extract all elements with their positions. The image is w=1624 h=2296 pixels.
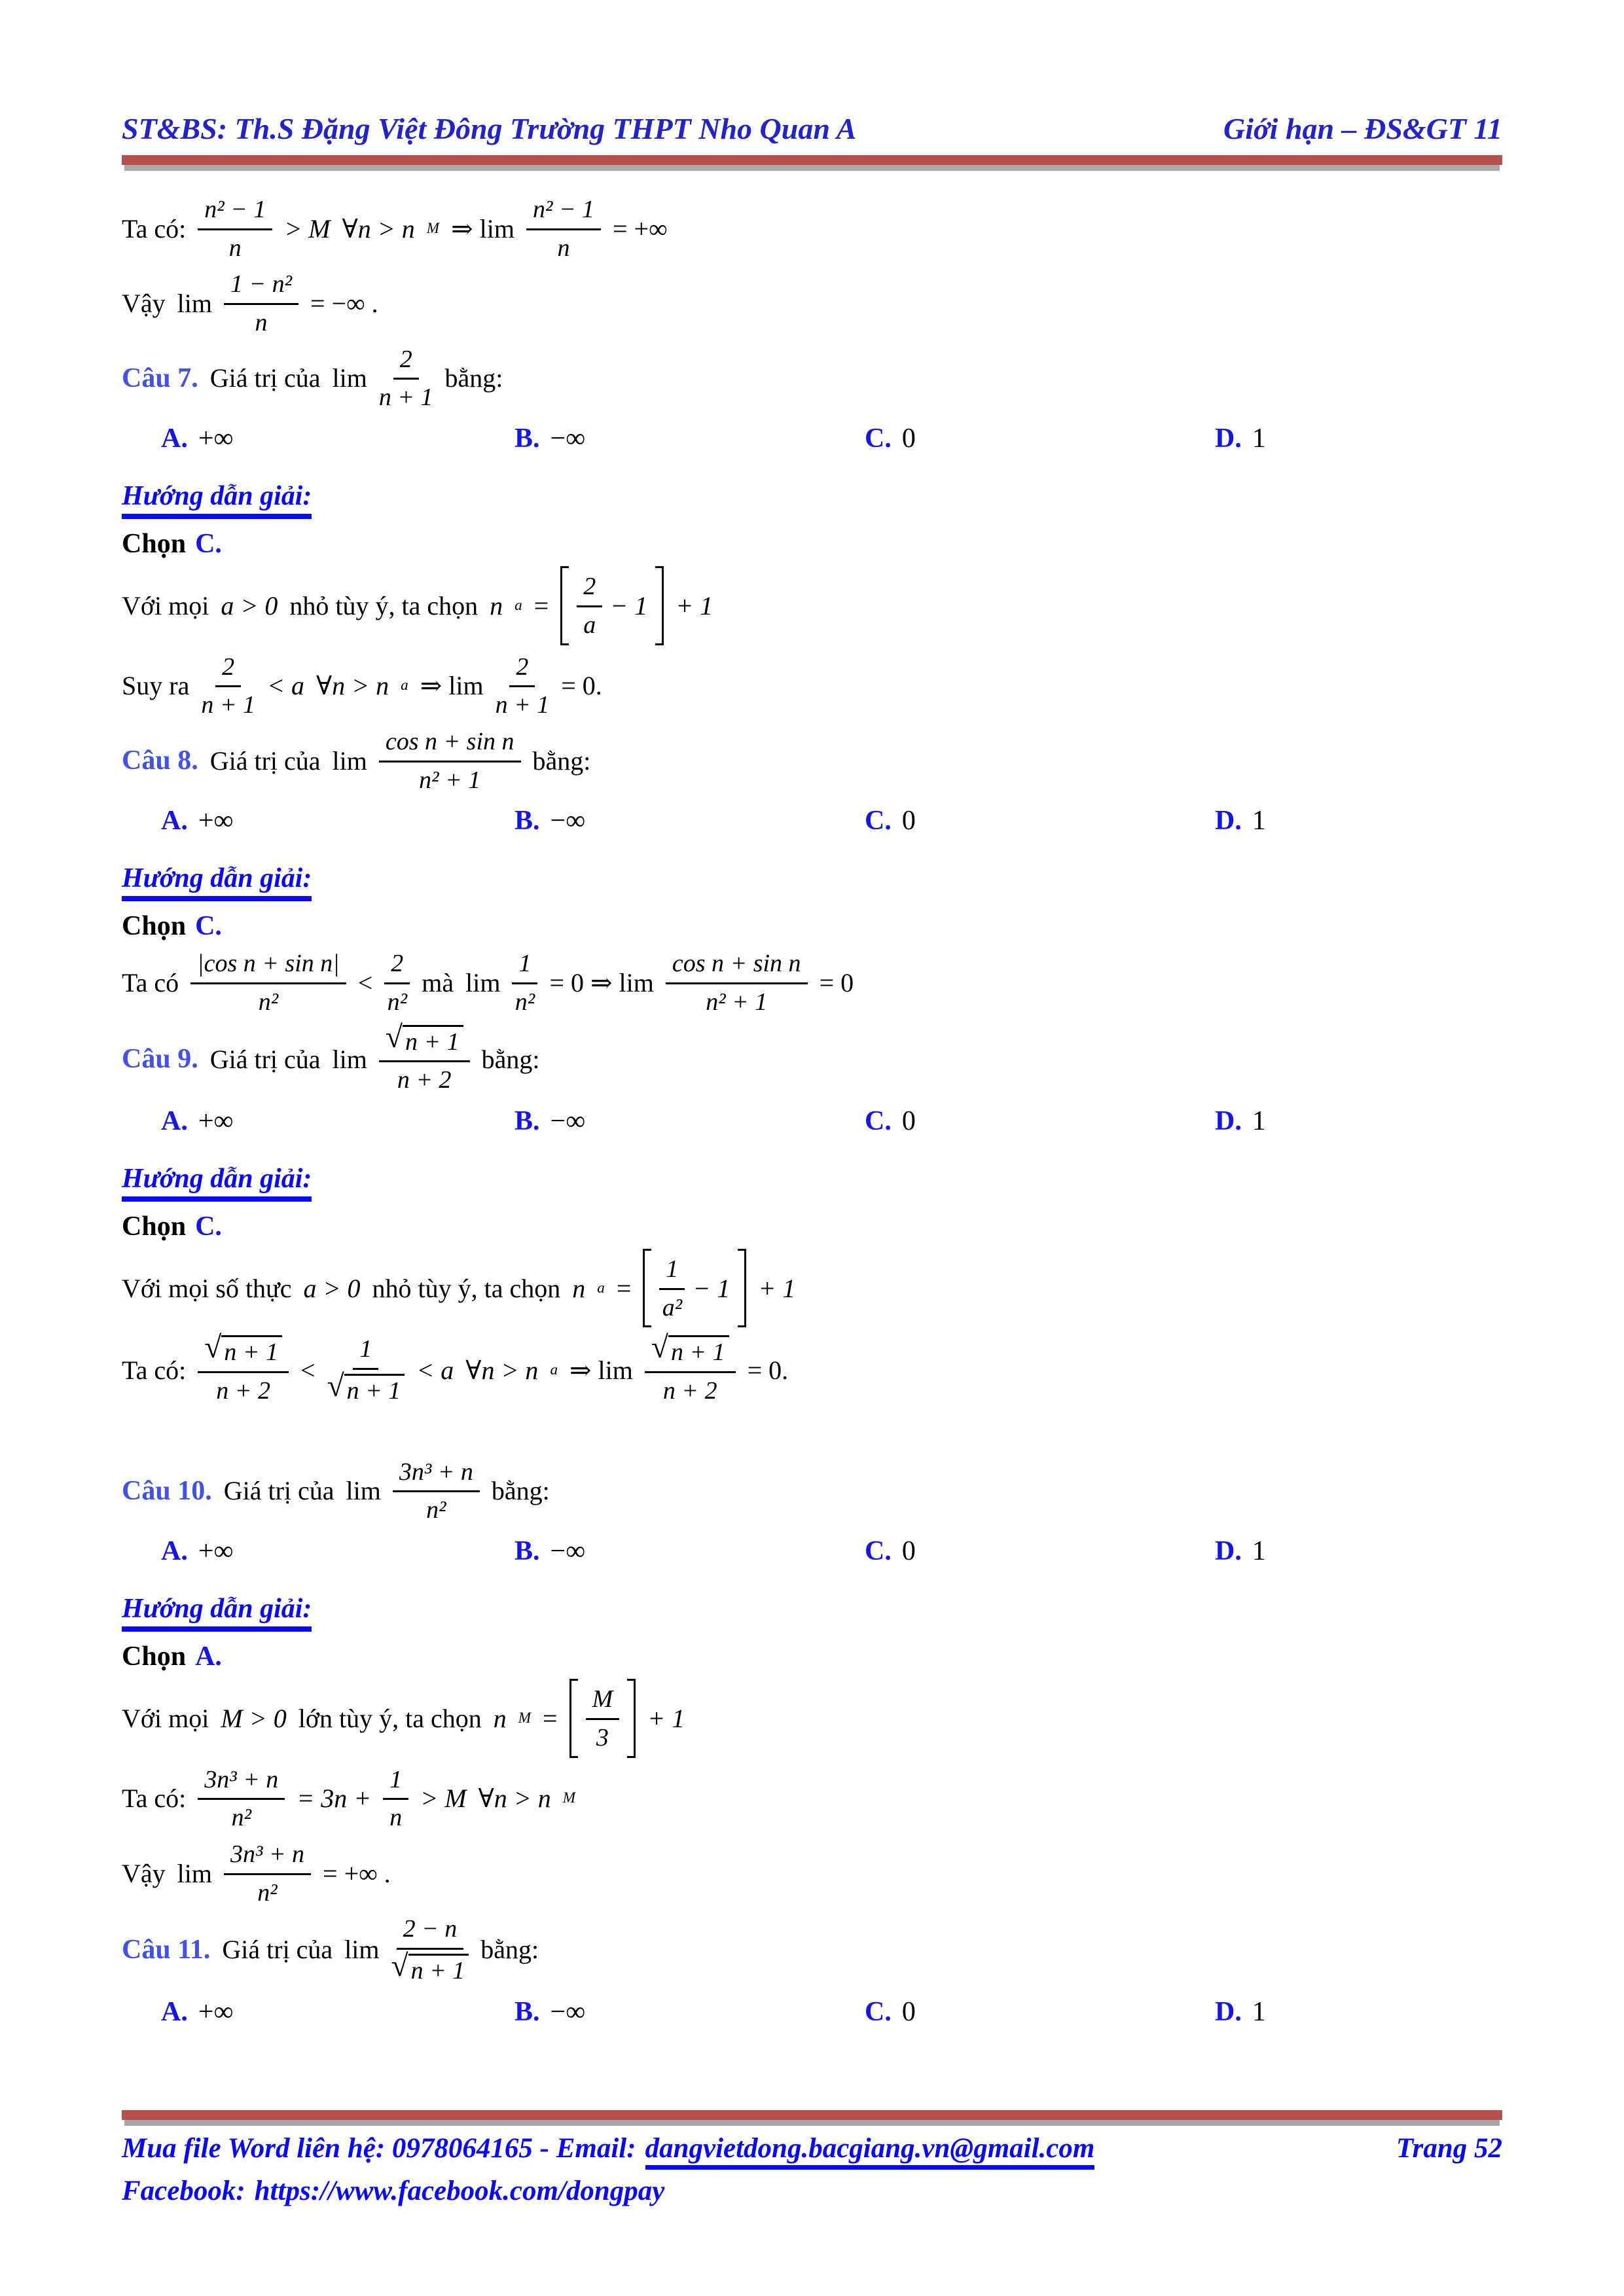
- math-text: = +∞ .: [323, 1858, 391, 1888]
- math-text: − 1: [693, 1273, 731, 1303]
- numerator: 1: [383, 1765, 408, 1801]
- math-text: Ta có:: [122, 1784, 187, 1814]
- math-text: + 1: [676, 590, 713, 620]
- numerator: 2: [509, 652, 535, 688]
- fraction: [645, 1331, 736, 1405]
- math-var: n: [493, 1703, 507, 1733]
- denominator: n + 1: [495, 691, 550, 719]
- option-letter: C.: [865, 423, 892, 454]
- option-C: [865, 423, 916, 454]
- math-text: Ta có: [122, 967, 179, 997]
- option-letter: A.: [161, 806, 188, 836]
- denominator: n²: [387, 988, 407, 1016]
- question-11: [122, 1914, 1502, 2039]
- question-lead: Giá trị của: [209, 1044, 321, 1074]
- question-8: [122, 726, 1502, 1017]
- numerator: 1: [353, 1334, 378, 1370]
- denominator: n²: [514, 988, 535, 1016]
- numerator: 2 − n: [397, 1914, 464, 1950]
- option-B: [514, 1105, 585, 1137]
- math-text: ⇒ lim: [451, 213, 514, 243]
- radicand: n + 1: [403, 1025, 463, 1057]
- math-text: lim: [177, 289, 212, 319]
- option-letter: B.: [514, 806, 540, 836]
- math-text: Với mọi số thực: [122, 1273, 292, 1303]
- option-value: 1: [1252, 1996, 1266, 2027]
- math-text: =: [616, 1273, 632, 1303]
- denominator: n² + 1: [706, 988, 768, 1016]
- denominator: n + 2: [662, 1377, 717, 1405]
- option-value: −∞: [550, 423, 586, 454]
- option-value: 0: [901, 1536, 916, 1567]
- radicand: n + 1: [344, 1374, 405, 1406]
- option-A: [161, 1996, 233, 2028]
- solution-line: [122, 566, 1502, 645]
- numerator: |cos n + sin n|: [190, 948, 346, 984]
- left-bracket: [643, 1249, 651, 1327]
- option-letter: C.: [865, 1996, 892, 2027]
- fraction: [198, 1331, 289, 1405]
- footer-email-link[interactable]: dangvietdong.bacgiang.vn@gmail.com: [645, 2132, 1095, 2170]
- option-D: [1215, 1105, 1266, 1137]
- fraction: [198, 194, 272, 262]
- radical-sign: √: [391, 1948, 408, 1983]
- math-text: nhỏ tùy ý, ta chọn: [289, 590, 478, 620]
- chon-label: Chọn: [122, 529, 187, 560]
- math-var: n: [572, 1273, 586, 1303]
- option-D: [1215, 805, 1266, 836]
- formula-line: [122, 269, 1502, 337]
- math-text: = 0.: [561, 671, 602, 701]
- option-D: [1215, 423, 1266, 454]
- numerator: 3n³ + n: [224, 1839, 311, 1875]
- solution-line: [122, 948, 1502, 1016]
- chosen-answer: C.: [195, 1211, 222, 1242]
- chosen-answer-line: [122, 1211, 1502, 1242]
- option-value: 0: [901, 423, 916, 454]
- bracket-group: [569, 1679, 636, 1757]
- fraction: [224, 269, 298, 337]
- square-root: [204, 1331, 282, 1367]
- option-value: −∞: [550, 1106, 586, 1136]
- chosen-answer: A.: [195, 1641, 222, 1672]
- option-letter: A.: [161, 1536, 188, 1567]
- fraction: [666, 948, 808, 1016]
- chon-label: Chọn: [122, 1641, 187, 1672]
- options-row: [122, 423, 1502, 466]
- subscript: a: [597, 1279, 605, 1297]
- fraction: [526, 194, 601, 262]
- option-value: +∞: [198, 1996, 234, 2027]
- question-line: [122, 1457, 1502, 1525]
- subscript: a: [401, 677, 408, 694]
- option-letter: C.: [865, 1536, 892, 1567]
- options-row: [122, 805, 1502, 848]
- solution-heading: Hướng dẫn giải:: [122, 480, 312, 519]
- option-value: 0: [901, 1996, 916, 2027]
- fraction: [190, 948, 346, 1016]
- fraction: [659, 1254, 685, 1322]
- subscript: a: [514, 596, 522, 614]
- option-B: [514, 1996, 585, 2028]
- solution-heading: Hướng dẫn giải:: [122, 1593, 312, 1632]
- option-A: [161, 1535, 233, 1567]
- math-text: lim: [332, 745, 367, 776]
- numerator: 2: [393, 344, 419, 380]
- question-label: Câu 9.: [122, 1044, 198, 1075]
- numerator: 3n³ + n: [393, 1457, 480, 1493]
- footer-contact-text: Mua file Word liên hệ: 0978064165 - Email:: [122, 2133, 636, 2164]
- question-line: [122, 344, 1502, 412]
- chon-label: Chọn: [122, 1211, 187, 1242]
- math-text: <: [300, 1355, 316, 1385]
- header-author: ST&BS: Th.S Đặng Việt Đông Trường THPT Nho Quan A: [122, 112, 857, 145]
- math-text: = 3n +: [297, 1784, 372, 1814]
- options-row: [122, 1535, 1502, 1579]
- fraction: [512, 948, 537, 1016]
- denominator: n + 2: [397, 1066, 452, 1094]
- option-B: [514, 1535, 585, 1567]
- denominator: n²: [231, 1804, 251, 1832]
- math-text: ∀n > n: [342, 213, 415, 243]
- math-text: =: [533, 590, 549, 620]
- math-text: Ta có:: [122, 213, 187, 243]
- chosen-answer-line: [122, 910, 1502, 942]
- option-value: +∞: [198, 423, 234, 454]
- math-text: lim: [332, 1044, 367, 1074]
- option-letter: A.: [161, 1106, 188, 1136]
- numerator: M: [586, 1684, 620, 1720]
- option-D: [1215, 1535, 1266, 1567]
- math-text: a > 0: [303, 1273, 361, 1303]
- option-letter: D.: [1215, 1536, 1242, 1567]
- denominator: n²: [426, 1496, 446, 1524]
- option-B: [514, 805, 585, 836]
- math-var: n: [490, 590, 503, 620]
- option-C: [865, 1535, 916, 1567]
- fraction: [384, 948, 410, 1016]
- radical-sign: √: [327, 1369, 344, 1404]
- bracket-group: [643, 1249, 746, 1327]
- numerator: n² − 1: [526, 194, 601, 230]
- question-line: [122, 726, 1502, 795]
- option-letter: D.: [1215, 1996, 1242, 2027]
- solution-line: [122, 1765, 1502, 1833]
- denominator: a²: [662, 1293, 683, 1321]
- math-text: = −∞ .: [310, 289, 378, 319]
- right-bracket: [738, 1249, 746, 1327]
- math-text: = +∞: [613, 213, 668, 243]
- subscript: a: [550, 1361, 558, 1378]
- radical-sign: √: [385, 1020, 403, 1054]
- numerator: 2: [577, 571, 602, 607]
- bracket-group: [560, 566, 664, 645]
- question-9: [122, 1020, 1502, 1406]
- footer-facebook-link[interactable]: https://www.facebook.com/dongpay: [254, 2176, 665, 2206]
- question-10: [122, 1457, 1502, 1908]
- radical-sign: √: [651, 1331, 668, 1365]
- spacer: [122, 1412, 1502, 1450]
- math-text: M > 0: [221, 1703, 287, 1733]
- right-bracket: [655, 566, 664, 645]
- denominator: n: [228, 234, 242, 262]
- denominator: n: [255, 309, 268, 337]
- question-lead: Giá trị của: [223, 1476, 334, 1506]
- math-text: < a: [416, 1355, 454, 1385]
- math-text: Với mọi: [122, 1703, 209, 1733]
- option-value: +∞: [198, 806, 234, 836]
- numerator: 1: [512, 948, 537, 984]
- subscript: M: [518, 1709, 532, 1727]
- numerator: 1 − n²: [224, 269, 298, 305]
- page-footer: [122, 2110, 1502, 2207]
- math-text: > M: [284, 213, 331, 243]
- fraction: [577, 571, 602, 639]
- option-B: [514, 423, 585, 454]
- chon-label: Chọn: [122, 911, 187, 942]
- footer-rule-red: [122, 2110, 1502, 2120]
- numerator: 2: [384, 948, 410, 984]
- option-value: −∞: [550, 1536, 586, 1567]
- numerator: cos n + sin n: [379, 726, 521, 762]
- denominator: n + 2: [216, 1377, 270, 1405]
- numerator: n² − 1: [198, 194, 272, 230]
- header-rule-red: [122, 155, 1502, 165]
- math-text: ⇒ lim: [569, 1355, 633, 1385]
- math-text: ∀n > n: [316, 671, 389, 701]
- solution-line: [122, 1839, 1502, 1907]
- numerator: cos n + sin n: [666, 948, 808, 984]
- denominator: n²: [258, 988, 279, 1016]
- solution-line: [122, 1249, 1502, 1327]
- math-text: <: [357, 967, 373, 997]
- math-text: mà: [422, 967, 454, 997]
- numerator: 3n³ + n: [198, 1765, 285, 1801]
- square-root: [385, 1020, 463, 1057]
- radical-sign: √: [204, 1331, 222, 1365]
- page-number: Trang 52: [1396, 2133, 1502, 2164]
- option-value: 0: [901, 806, 916, 836]
- header-rule-gray: [124, 165, 1500, 171]
- left-bracket: [569, 1679, 578, 1757]
- numerator: 1: [659, 1254, 685, 1290]
- question-label: Câu 7.: [122, 363, 198, 393]
- option-value: 1: [1252, 1106, 1266, 1136]
- option-A: [161, 805, 233, 836]
- fraction: [379, 1020, 470, 1095]
- question-line: [122, 1020, 1502, 1095]
- math-text: =: [543, 1703, 558, 1733]
- square-root: [391, 1948, 469, 1986]
- radicand: n + 1: [408, 1954, 469, 1986]
- option-letter: D.: [1215, 1106, 1242, 1136]
- question-lead: Giá trị của: [209, 745, 321, 776]
- question-lead: Giá trị của: [209, 363, 321, 393]
- right-bracket: [627, 1679, 636, 1757]
- option-value: 0: [901, 1106, 916, 1136]
- footer-contact-line: [122, 2132, 1502, 2170]
- denominator: a: [583, 611, 596, 639]
- option-letter: A.: [161, 1996, 188, 2027]
- fraction: [586, 1684, 620, 1752]
- question-label: Câu 8.: [122, 745, 198, 776]
- math-text: lim: [332, 363, 367, 393]
- option-value: 1: [1252, 423, 1266, 454]
- math-text: Ta có:: [122, 1355, 187, 1385]
- option-value: −∞: [550, 1996, 586, 2027]
- denominator: n + 1: [378, 384, 433, 412]
- option-A: [161, 1105, 233, 1137]
- option-letter: B.: [514, 1536, 540, 1567]
- fraction: [383, 1765, 408, 1833]
- solution-heading: Hướng dẫn giải:: [122, 1163, 312, 1202]
- math-text: lớn tùy ý, ta chọn: [298, 1703, 482, 1733]
- option-C: [865, 805, 916, 836]
- option-letter: D.: [1215, 806, 1242, 836]
- chosen-answer: C.: [195, 911, 222, 942]
- math-text: = 0.: [747, 1355, 789, 1385]
- fraction: [327, 1334, 405, 1405]
- denominator: n²: [257, 1878, 278, 1907]
- question-label: Câu 11.: [122, 1934, 211, 1965]
- denominator: n + 1: [201, 691, 255, 719]
- math-text: = 0 ⇒ lim: [549, 967, 654, 997]
- option-letter: B.: [514, 1106, 540, 1136]
- option-value: 1: [1252, 806, 1266, 836]
- math-text: lim: [177, 1858, 212, 1888]
- options-row: [122, 1996, 1502, 2039]
- footer-facebook-label: Facebook:: [122, 2176, 245, 2206]
- document-body: [0, 171, 1624, 2039]
- option-letter: B.: [514, 423, 540, 454]
- option-value: +∞: [198, 1536, 234, 1567]
- math-text: ⇒ lim: [420, 671, 484, 701]
- option-D: [1215, 1996, 1266, 2028]
- radicand: n + 1: [221, 1335, 282, 1367]
- question-lead: Giá trị của: [222, 1935, 333, 1965]
- question-label: Câu 10.: [122, 1475, 212, 1506]
- fraction: [198, 1765, 285, 1833]
- question-tail: bằng:: [481, 1044, 540, 1074]
- math-text: − 1: [610, 590, 648, 620]
- fraction: [391, 1914, 469, 1985]
- math-text: > M: [420, 1784, 467, 1814]
- denominator: n² + 1: [419, 766, 481, 794]
- math-text: Với mọi: [122, 590, 209, 620]
- option-C: [865, 1996, 916, 2028]
- math-text: + 1: [758, 1273, 796, 1303]
- left-bracket: [560, 566, 569, 645]
- option-letter: C.: [865, 1106, 892, 1136]
- subscript: M: [562, 1789, 576, 1807]
- header-topic: Giới hạn – ĐS&GT 11: [1223, 112, 1502, 145]
- math-text: lim: [465, 967, 501, 997]
- fraction: [201, 652, 255, 720]
- question-tail: bằng:: [444, 363, 503, 393]
- solution-line: [122, 1331, 1502, 1405]
- subscript: M: [426, 219, 440, 237]
- fraction: [379, 726, 521, 795]
- square-root: [651, 1331, 729, 1367]
- math-text: + 1: [647, 1703, 685, 1733]
- solution-line: [122, 1679, 1502, 1757]
- chosen-answer-line: [122, 1641, 1502, 1672]
- question-tail: bằng:: [491, 1476, 550, 1506]
- option-A: [161, 423, 233, 454]
- math-text: Vậy: [122, 1858, 166, 1888]
- option-value: −∞: [550, 806, 586, 836]
- fraction: [379, 344, 433, 412]
- fraction: [393, 1457, 480, 1525]
- math-text: lim: [344, 1935, 380, 1965]
- denominator: n: [389, 1804, 403, 1832]
- option-letter: D.: [1215, 423, 1242, 454]
- footer-rule-gray: [124, 2120, 1500, 2126]
- math-text: = 0: [819, 967, 854, 997]
- question-tail: bằng:: [480, 1935, 539, 1965]
- question-line: [122, 1914, 1502, 1985]
- math-text: Suy ra: [122, 671, 190, 701]
- formula-line: [122, 194, 1502, 262]
- chosen-answer: C.: [195, 529, 222, 560]
- option-C: [865, 1105, 916, 1137]
- page-header: [0, 0, 1624, 151]
- denominator: 3: [596, 1723, 609, 1751]
- math-text: a > 0: [221, 590, 278, 620]
- option-letter: B.: [514, 1996, 540, 2027]
- math-text: Vậy: [122, 289, 166, 319]
- math-text: ∀n > n: [478, 1784, 551, 1814]
- math-text: lim: [346, 1476, 381, 1506]
- math-text: < a: [266, 671, 304, 701]
- math-text: nhỏ tùy ý, ta chọn: [372, 1273, 561, 1303]
- option-value: +∞: [198, 1106, 234, 1136]
- square-root: [327, 1369, 405, 1406]
- radicand: n + 1: [668, 1335, 729, 1367]
- solution-heading: Hướng dẫn giải:: [122, 863, 312, 901]
- question-tail: bằng:: [532, 745, 591, 776]
- question-7: [122, 344, 1502, 720]
- fraction: [224, 1839, 311, 1907]
- solution-line: [122, 652, 1502, 720]
- numerator: 2: [215, 652, 241, 688]
- chosen-answer-line: [122, 528, 1502, 560]
- options-row: [122, 1105, 1502, 1149]
- fraction: [496, 652, 550, 720]
- footer-facebook-line: [122, 2175, 1502, 2207]
- math-text: ∀n > n: [465, 1355, 539, 1385]
- option-value: 1: [1252, 1536, 1266, 1567]
- option-letter: C.: [865, 806, 892, 836]
- denominator: n: [557, 234, 570, 262]
- option-letter: A.: [161, 423, 188, 454]
